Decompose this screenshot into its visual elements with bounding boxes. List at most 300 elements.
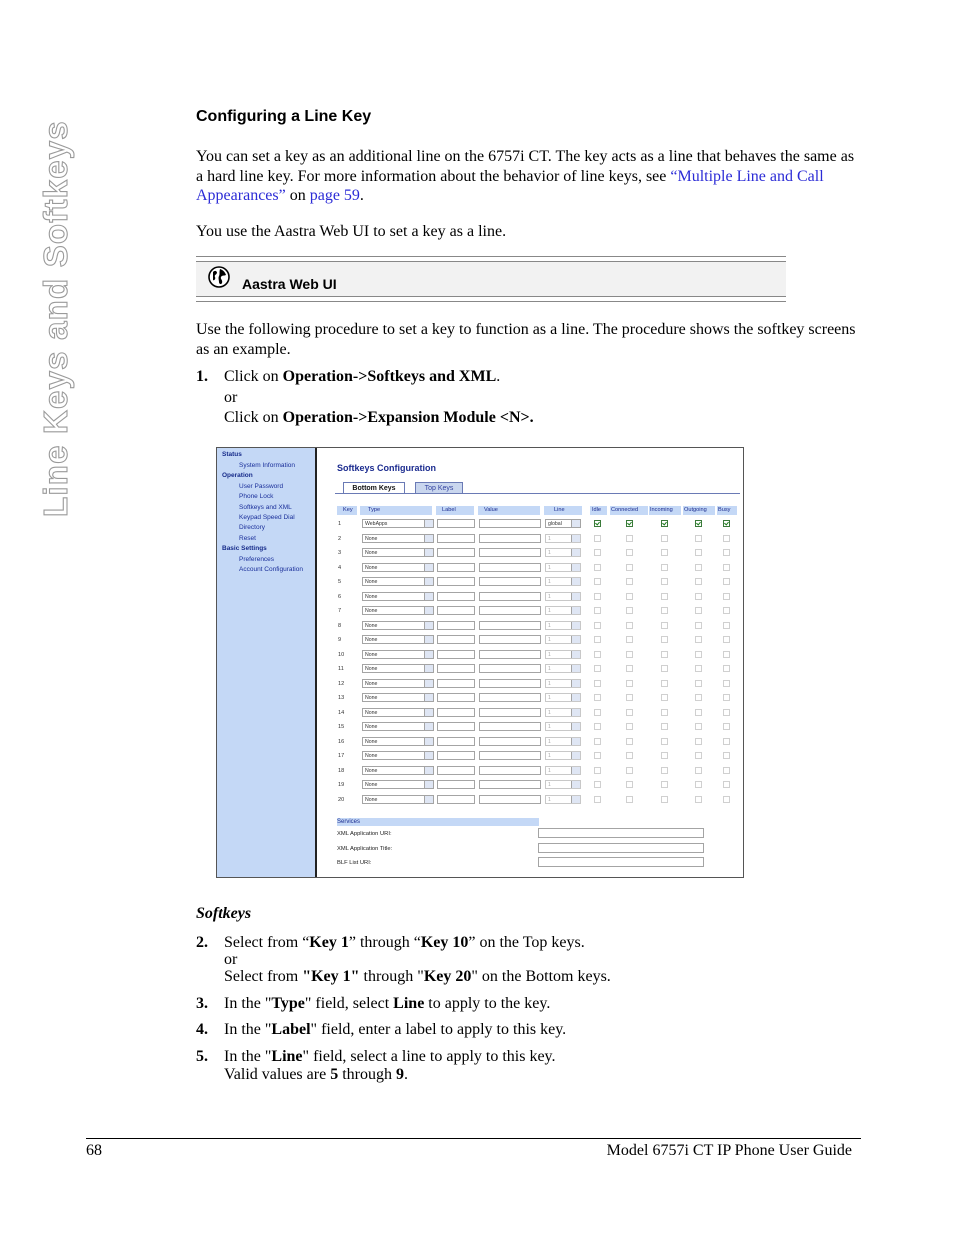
label-input[interactable] [437, 664, 475, 673]
chevron-down-icon [424, 564, 433, 571]
key-number: 3 [338, 550, 342, 556]
step-bold-term: Label [271, 1021, 311, 1038]
value-input[interactable] [479, 606, 541, 615]
chevron-down-icon [424, 796, 433, 803]
value-input[interactable] [479, 780, 541, 789]
step-text-run: through [338, 1066, 396, 1083]
footer-title: Model 6757i CT IP Phone User Guide [606, 1142, 852, 1159]
state-checkbox[interactable] [661, 535, 668, 542]
state-checkbox[interactable] [626, 752, 633, 759]
type-select-value: None [365, 550, 378, 556]
nav-link[interactable]: Preferences [239, 556, 275, 563]
state-checkbox[interactable] [723, 781, 730, 788]
state-checkbox[interactable] [695, 622, 702, 629]
step-bold-term: Key 1 [309, 934, 349, 951]
step-bold-term: Line [271, 1048, 303, 1065]
state-checkbox[interactable] [626, 738, 633, 745]
chevron-down-icon [424, 622, 433, 629]
state-checkbox[interactable] [626, 680, 633, 687]
nav-link[interactable]: Directory [239, 524, 266, 531]
state-checkbox[interactable] [626, 622, 633, 629]
label-input[interactable] [437, 795, 475, 804]
nav-link[interactable]: Reset [239, 535, 256, 542]
type-select[interactable] [362, 780, 434, 789]
state-checkbox[interactable] [695, 723, 702, 730]
line-select-value: 1 [548, 622, 551, 629]
key-number: 4 [338, 564, 342, 571]
page-59-link[interactable]: page 59 [309, 187, 360, 204]
line-select[interactable] [545, 592, 581, 601]
table-row [217, 766, 743, 778]
line-select[interactable] [545, 722, 581, 731]
state-checkbox[interactable] [695, 752, 702, 759]
state-checkbox[interactable] [626, 549, 633, 556]
line-select[interactable] [545, 795, 581, 804]
tab-top-keys[interactable]: Top Keys [415, 482, 463, 494]
type-select-value: None [365, 651, 378, 658]
label-input[interactable] [437, 650, 475, 659]
line-select-value: 1 [548, 564, 551, 571]
service-field-label: BLF List URI: [337, 860, 372, 866]
type-select[interactable] [362, 635, 434, 644]
state-checkbox[interactable] [723, 709, 730, 716]
column-header: Label [436, 506, 474, 515]
state-checkbox[interactable] [723, 593, 730, 600]
label-input[interactable] [437, 722, 475, 731]
state-checkbox[interactable] [661, 622, 668, 629]
type-select[interactable] [362, 606, 434, 615]
step-text-run: " field, select a line to apply to this key. [302, 1048, 556, 1065]
label-input[interactable] [437, 780, 475, 789]
intro-end: . [359, 187, 364, 204]
state-checkbox[interactable] [661, 593, 668, 600]
chevron-down-icon [571, 796, 580, 803]
state-checkbox[interactable] [594, 752, 601, 759]
type-select[interactable] [362, 548, 434, 557]
chevron-down-icon [571, 738, 580, 745]
type-select[interactable] [362, 519, 434, 528]
chevron-down-icon [424, 607, 433, 614]
state-checkbox[interactable] [661, 796, 668, 803]
state-checkbox[interactable] [594, 767, 601, 774]
type-select[interactable] [362, 795, 434, 804]
state-checkbox[interactable] [695, 738, 702, 745]
type-select[interactable] [362, 650, 434, 659]
step-text-run: ” on the Top keys. [468, 934, 585, 951]
globe-icon [208, 266, 230, 288]
column-header: Type [360, 506, 432, 515]
type-select[interactable] [362, 766, 434, 775]
value-input[interactable] [479, 548, 541, 557]
step-bold-term: 9 [395, 1066, 404, 1083]
step-text-run: " on the Bottom keys. [471, 968, 611, 985]
state-checkbox[interactable] [695, 680, 702, 687]
value-input[interactable] [479, 708, 541, 717]
value-input[interactable] [479, 766, 541, 775]
service-field-input[interactable] [538, 828, 704, 838]
table-row [217, 577, 743, 589]
state-checkbox[interactable] [661, 607, 668, 614]
key-number: 15 [338, 724, 345, 730]
line-select-value: global [548, 521, 562, 527]
step-text-run: In the " [224, 1048, 272, 1065]
chevron-down-icon [571, 723, 580, 730]
table-row [217, 708, 743, 720]
state-checkbox[interactable] [594, 622, 601, 629]
line-select-value: 1 [548, 608, 551, 614]
chevron-down-icon [424, 535, 433, 542]
softkeys-screenshot [216, 447, 744, 878]
state-checkbox[interactable] [626, 665, 633, 672]
column-header: Outgoing [683, 506, 715, 515]
line-select[interactable] [545, 606, 581, 615]
state-checkbox[interactable] [723, 578, 730, 585]
type-select[interactable] [362, 737, 434, 746]
state-checkbox[interactable] [723, 665, 730, 672]
type-select[interactable] [362, 592, 434, 601]
type-select[interactable] [362, 722, 434, 731]
softkeys-config-title: Softkeys Configuration [337, 463, 437, 473]
state-checkbox[interactable] [594, 607, 601, 614]
key-number: 12 [338, 680, 345, 687]
key-number: 10 [338, 651, 345, 658]
state-checkbox[interactable] [723, 767, 730, 774]
line-select[interactable] [545, 519, 581, 528]
state-checkbox[interactable] [695, 549, 702, 556]
table-row [217, 780, 743, 792]
label-input[interactable] [437, 592, 475, 601]
state-checkbox[interactable] [626, 520, 633, 527]
label-input[interactable] [437, 766, 475, 775]
state-checkbox[interactable] [626, 593, 633, 600]
key-number: 19 [338, 782, 345, 788]
nav-link[interactable]: Phone Lock [239, 493, 274, 500]
label-input[interactable] [437, 563, 475, 572]
type-select[interactable] [362, 563, 434, 572]
label-input[interactable] [437, 737, 475, 746]
service-field-input[interactable] [538, 843, 704, 853]
value-input[interactable] [479, 795, 541, 804]
value-input[interactable] [479, 679, 541, 688]
state-checkbox[interactable] [594, 781, 601, 788]
state-checkbox[interactable] [695, 651, 702, 658]
state-checkbox[interactable] [695, 578, 702, 585]
type-select[interactable] [362, 708, 434, 717]
step-text-run: Valid values are [224, 1066, 331, 1083]
state-checkbox[interactable] [661, 781, 668, 788]
value-input[interactable] [479, 693, 541, 702]
state-checkbox[interactable] [723, 651, 730, 658]
value-input[interactable] [479, 722, 541, 731]
table-row [217, 664, 743, 676]
line-select[interactable] [545, 708, 581, 717]
line-select[interactable] [545, 650, 581, 659]
type-select[interactable] [362, 621, 434, 630]
nav-link[interactable]: Keypad Speed Dial [239, 514, 295, 521]
type-select[interactable] [362, 534, 434, 543]
state-checkbox[interactable] [695, 694, 702, 701]
line-select[interactable] [545, 679, 581, 688]
state-checkbox[interactable] [723, 535, 730, 542]
step-bold-term: Key 20 [423, 968, 472, 985]
type-select[interactable] [362, 577, 434, 586]
table-row [217, 592, 743, 604]
state-checkbox[interactable] [594, 694, 601, 701]
line-select[interactable] [545, 737, 581, 746]
state-checkbox[interactable] [661, 738, 668, 745]
state-checkbox[interactable] [594, 636, 601, 643]
state-checkbox[interactable] [695, 796, 702, 803]
state-checkbox[interactable] [661, 752, 668, 759]
state-checkbox[interactable] [723, 694, 730, 701]
key-number: 8 [338, 622, 342, 629]
step-1-menu-path-2: Operation->Expansion Module <N>. [282, 409, 534, 426]
chevron-down-icon [424, 738, 433, 745]
state-checkbox[interactable] [723, 520, 730, 527]
chevron-down-icon [571, 752, 580, 759]
table-row [217, 606, 743, 618]
state-checkbox[interactable] [626, 607, 633, 614]
chevron-down-icon [424, 752, 433, 759]
nav-section-heading: Status [222, 451, 242, 458]
state-checkbox[interactable] [695, 709, 702, 716]
state-checkbox[interactable] [661, 665, 668, 672]
chevron-down-icon [571, 535, 580, 542]
chevron-down-icon [424, 520, 433, 527]
state-checkbox[interactable] [594, 709, 601, 716]
state-checkbox[interactable] [723, 738, 730, 745]
key-number: 11 [338, 666, 344, 672]
type-select[interactable] [362, 679, 434, 688]
state-checkbox[interactable] [695, 665, 702, 672]
state-checkbox[interactable] [594, 665, 601, 672]
tab-bottom-keys[interactable]: Bottom Keys [343, 482, 405, 494]
table-row [217, 563, 743, 575]
line-select[interactable] [545, 635, 581, 644]
type-select-value: WebApps [365, 521, 388, 527]
state-checkbox[interactable] [626, 564, 633, 571]
type-select[interactable] [362, 693, 434, 702]
state-checkbox[interactable] [723, 723, 730, 730]
value-input[interactable] [479, 534, 541, 543]
state-checkbox[interactable] [695, 636, 702, 643]
key-number: 18 [338, 767, 345, 774]
value-input[interactable] [479, 664, 541, 673]
value-input[interactable] [479, 635, 541, 644]
type-select-value: None [365, 767, 378, 774]
step-number: 2. [196, 934, 208, 951]
state-checkbox[interactable] [723, 549, 730, 556]
state-checkbox[interactable] [594, 535, 601, 542]
state-checkbox[interactable] [594, 796, 601, 803]
state-checkbox[interactable] [626, 781, 633, 788]
table-row [217, 795, 743, 807]
nav-link[interactable]: User Password [239, 483, 284, 490]
intro-text: You can set a key as an additional line on the 6757i CT. The key acts as a line that behaves the same as a hard line key. For more information about the behavior of line keys, see [196, 148, 855, 185]
line-select[interactable] [545, 621, 581, 630]
line-select-value: 1 [548, 738, 551, 745]
state-checkbox[interactable] [626, 651, 633, 658]
label-input[interactable] [437, 635, 475, 644]
state-checkbox[interactable] [626, 796, 633, 803]
state-checkbox[interactable] [723, 680, 730, 687]
state-checkbox[interactable] [723, 607, 730, 614]
label-input[interactable] [437, 621, 475, 630]
label-input[interactable] [437, 606, 475, 615]
state-checkbox[interactable] [594, 738, 601, 745]
label-input[interactable] [437, 693, 475, 702]
value-input[interactable] [479, 519, 541, 528]
line-select[interactable] [545, 693, 581, 702]
value-input[interactable] [479, 592, 541, 601]
multiple-line-link[interactable]: “Multiple Line and Call Appearances” [196, 167, 824, 204]
value-input[interactable] [479, 751, 541, 760]
chevron-down-icon [571, 767, 580, 774]
line-select-value: 1 [548, 637, 551, 643]
state-checkbox[interactable] [695, 520, 702, 527]
nav-section-heading: Operation [222, 472, 253, 479]
state-checkbox[interactable] [695, 593, 702, 600]
type-select-value: None [365, 637, 378, 643]
label-input[interactable] [437, 548, 475, 557]
state-checkbox[interactable] [661, 636, 668, 643]
state-checkbox[interactable] [626, 694, 633, 701]
line-select-value: 1 [548, 767, 551, 774]
state-checkbox[interactable] [661, 549, 668, 556]
state-checkbox[interactable] [594, 520, 601, 527]
label-input[interactable] [437, 534, 475, 543]
state-checkbox[interactable] [695, 535, 702, 542]
type-select[interactable] [362, 751, 434, 760]
step-number: 5. [196, 1048, 208, 1065]
state-checkbox[interactable] [723, 622, 730, 629]
section-heading: Configuring a Line Key [196, 108, 372, 125]
state-checkbox[interactable] [661, 578, 668, 585]
label-input[interactable] [437, 708, 475, 717]
table-row [217, 519, 743, 531]
state-checkbox[interactable] [661, 520, 668, 527]
side-chapter-title [37, 112, 77, 522]
key-number: 13 [338, 695, 345, 701]
state-checkbox[interactable] [661, 709, 668, 716]
service-field-input[interactable] [538, 857, 704, 867]
state-checkbox[interactable] [594, 578, 601, 585]
state-checkbox[interactable] [626, 578, 633, 585]
state-checkbox[interactable] [695, 781, 702, 788]
state-checkbox[interactable] [661, 680, 668, 687]
label-input[interactable] [437, 519, 475, 528]
services-heading: Services [337, 818, 539, 826]
state-checkbox[interactable] [626, 636, 633, 643]
chevron-down-icon [424, 636, 433, 643]
step-number: 4. [196, 1021, 208, 1038]
type-select[interactable] [362, 664, 434, 673]
value-input[interactable] [479, 737, 541, 746]
tab-underline [335, 493, 740, 494]
step-1-suffix: . [496, 368, 501, 385]
line-select[interactable] [545, 766, 581, 775]
nav-link[interactable]: System Information [239, 462, 295, 469]
nav-link[interactable]: Softkeys and XML [239, 504, 292, 511]
state-checkbox[interactable] [723, 796, 730, 803]
state-checkbox[interactable] [723, 636, 730, 643]
state-checkbox[interactable] [695, 767, 702, 774]
state-checkbox[interactable] [626, 535, 633, 542]
column-header: Key [337, 506, 357, 515]
line-select[interactable] [545, 751, 581, 760]
value-input[interactable] [479, 563, 541, 572]
type-select-value: None [365, 782, 378, 788]
line-select[interactable] [545, 577, 581, 586]
service-field-label: XML Application Title: [337, 845, 393, 852]
state-checkbox[interactable] [723, 752, 730, 759]
value-input[interactable] [479, 650, 541, 659]
step-line [224, 951, 844, 969]
line-select[interactable] [545, 563, 581, 572]
value-input[interactable] [479, 621, 541, 630]
nav-link[interactable]: Account Configuration [239, 566, 303, 573]
state-checkbox[interactable] [661, 723, 668, 730]
web-ui-nav [217, 448, 317, 877]
state-checkbox[interactable] [626, 709, 633, 716]
chevron-down-icon [571, 781, 580, 788]
state-checkbox[interactable] [661, 564, 668, 571]
state-checkbox[interactable] [594, 651, 601, 658]
step-bold-term: 5 [330, 1066, 339, 1083]
state-checkbox[interactable] [594, 564, 601, 571]
chevron-down-icon [424, 665, 433, 672]
state-checkbox[interactable] [695, 607, 702, 614]
state-checkbox[interactable] [594, 680, 601, 687]
label-input[interactable] [437, 679, 475, 688]
value-input[interactable] [479, 577, 541, 586]
state-checkbox[interactable] [661, 694, 668, 701]
state-checkbox[interactable] [661, 767, 668, 774]
state-checkbox[interactable] [594, 593, 601, 600]
line-select[interactable] [545, 780, 581, 789]
chevron-down-icon [424, 651, 433, 658]
step-text-run: Select from [224, 968, 303, 985]
table-row [217, 679, 743, 691]
type-select-value: None [365, 680, 378, 687]
column-header: Line [544, 506, 582, 515]
line-select[interactable] [545, 664, 581, 673]
chevron-down-icon [424, 578, 433, 585]
intro-paragraph [196, 147, 856, 206]
state-checkbox[interactable] [594, 549, 601, 556]
line-select-value: 1 [548, 680, 551, 687]
key-number: 9 [338, 637, 342, 643]
line-select-value: 1 [548, 709, 551, 716]
chevron-down-icon [571, 709, 580, 716]
step-1-line2 [224, 409, 844, 427]
state-checkbox[interactable] [626, 767, 633, 774]
step-bold-term: Key 10 [420, 934, 469, 951]
line-select[interactable] [545, 534, 581, 543]
state-checkbox[interactable] [661, 651, 668, 658]
state-checkbox[interactable] [626, 723, 633, 730]
label-input[interactable] [437, 577, 475, 586]
label-input[interactable] [437, 751, 475, 760]
state-checkbox[interactable] [723, 564, 730, 571]
state-checkbox[interactable] [695, 564, 702, 571]
step-text-run: " field, enter a label to apply to this key. [310, 1021, 567, 1038]
step-bold-term: "Key 1" [302, 968, 360, 985]
step-text-run: through " [359, 968, 424, 985]
chevron-down-icon [571, 636, 580, 643]
line-select[interactable] [545, 548, 581, 557]
state-checkbox[interactable] [594, 723, 601, 730]
